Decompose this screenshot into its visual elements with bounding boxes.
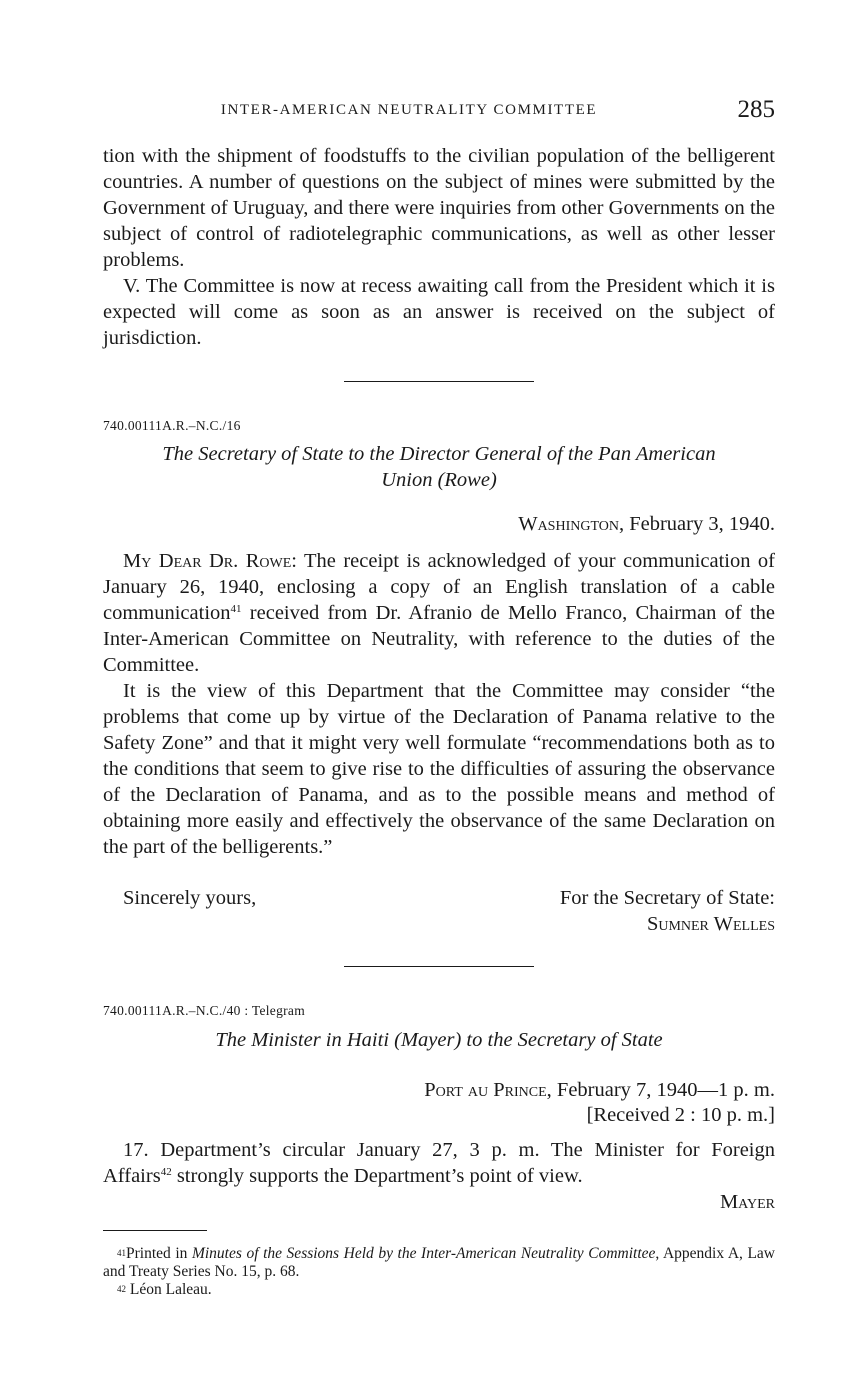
letter-body bbox=[103, 548, 775, 860]
dateline bbox=[518, 511, 775, 537]
footnote-text: , Appendix A, Law and Treaty Series No. 15, p. 68. bbox=[103, 1245, 775, 1280]
document-title bbox=[103, 441, 775, 493]
section-v-paragraph: V. The Committee is now at recess awaiting call from the President which it is expected will come as soon as an answer is received on the subject of jurisdiction. bbox=[103, 275, 775, 349]
dateline-date: , February 7, 1940—1 p. m. bbox=[546, 1079, 775, 1101]
dateline-place: Port au Prince bbox=[424, 1079, 547, 1101]
page-number: 285 bbox=[737, 96, 775, 123]
dateline-date: , February 3, 1940. bbox=[618, 513, 775, 535]
received-stamp: [Received 2 : 10 p. m.] bbox=[586, 1104, 775, 1126]
footnote-italic-title: Minutes of the Sessions Held by the Inter-American Neutrality Committee bbox=[191, 1245, 656, 1262]
letter-paragraph bbox=[103, 548, 775, 678]
footnote-text: Printed in bbox=[126, 1245, 192, 1262]
salutation: My Dear Dr. Rowe bbox=[123, 550, 292, 572]
running-title: INTER-AMERICAN NEUTRALITY COMMITTEE bbox=[220, 102, 598, 118]
document-title-line: Union (Rowe) bbox=[381, 469, 497, 491]
telegram-paragraph bbox=[103, 1137, 775, 1189]
telegram-text: 17. Department’s circular January 27, 3 p. m. The Minister for Foreign Affairs bbox=[103, 1139, 775, 1187]
letter-text: received from Dr. Afranio de Mello Franco, Chairman of the Inter-American Committee on Neutrality, with reference to the duties of the Committee. bbox=[103, 602, 775, 676]
complimentary-close: Sincerely yours, bbox=[123, 887, 257, 909]
footnotes bbox=[103, 1245, 775, 1299]
footnote-42 bbox=[103, 1281, 775, 1299]
signature: Mayer bbox=[719, 1191, 775, 1213]
footnote-divider bbox=[103, 1230, 207, 1231]
footnote-mark: 41 bbox=[117, 1248, 126, 1258]
signature-block: For the Secretary of State: bbox=[559, 887, 775, 909]
file-reference: 740.00111A.R.–N.C./40 : Telegram bbox=[103, 1003, 306, 1018]
document-title-line: The Secretary of State to the Director General of the Pan American bbox=[162, 443, 716, 465]
telegram-body bbox=[103, 1137, 775, 1189]
continued-paragraph: tion with the shipment of foodstuffs to the civilian population of the belligerent countries. A number of questions on the subject of mines were submitted by the Government of Uruguay, and there were inquiries from other Governments on the subject of control of radiotelegraphic communications, as well as other lesser problems. bbox=[103, 145, 775, 271]
footnote-mark: 42 bbox=[117, 1284, 126, 1294]
letter-paragraph: It is the view of this Department that the Committee may consider “the problems that come up by virtue of the Declaration of Panama relative to the Safety Zone” and that it might very well formulate “recommendations both as to the conditions that seem to give rise to the difficulties of assuring the observance of the Declaration of Panama, and as to the possible means and method of obtaining more easily and effectively the observance of the same Declaration on the part of the belligerents.” bbox=[103, 680, 775, 858]
running-head bbox=[103, 96, 775, 124]
footnote-reference: 41 bbox=[230, 603, 242, 615]
telegram-text: strongly supports the Department’s point of view. bbox=[171, 1165, 583, 1187]
continued-section bbox=[103, 143, 775, 351]
section-divider bbox=[344, 381, 534, 382]
letter-text: : The receipt is acknowledged of your communication of January 26, 1940, enclosing a copy of an English translation of a cable communication bbox=[103, 550, 775, 624]
dateline-place: Washington bbox=[518, 513, 619, 535]
file-reference: 740.00111A.R.–N.C./16 bbox=[103, 418, 241, 433]
footnote-text: Léon Laleau. bbox=[129, 1281, 212, 1298]
dateline bbox=[424, 1077, 775, 1103]
signature: Sumner Welles bbox=[646, 913, 775, 935]
section-divider bbox=[344, 966, 534, 967]
footnote-reference: 42 bbox=[160, 1166, 172, 1178]
footnote-41 bbox=[103, 1245, 775, 1281]
document-title: The Minister in Haiti (Mayer) to the Secretary of State bbox=[215, 1029, 663, 1051]
